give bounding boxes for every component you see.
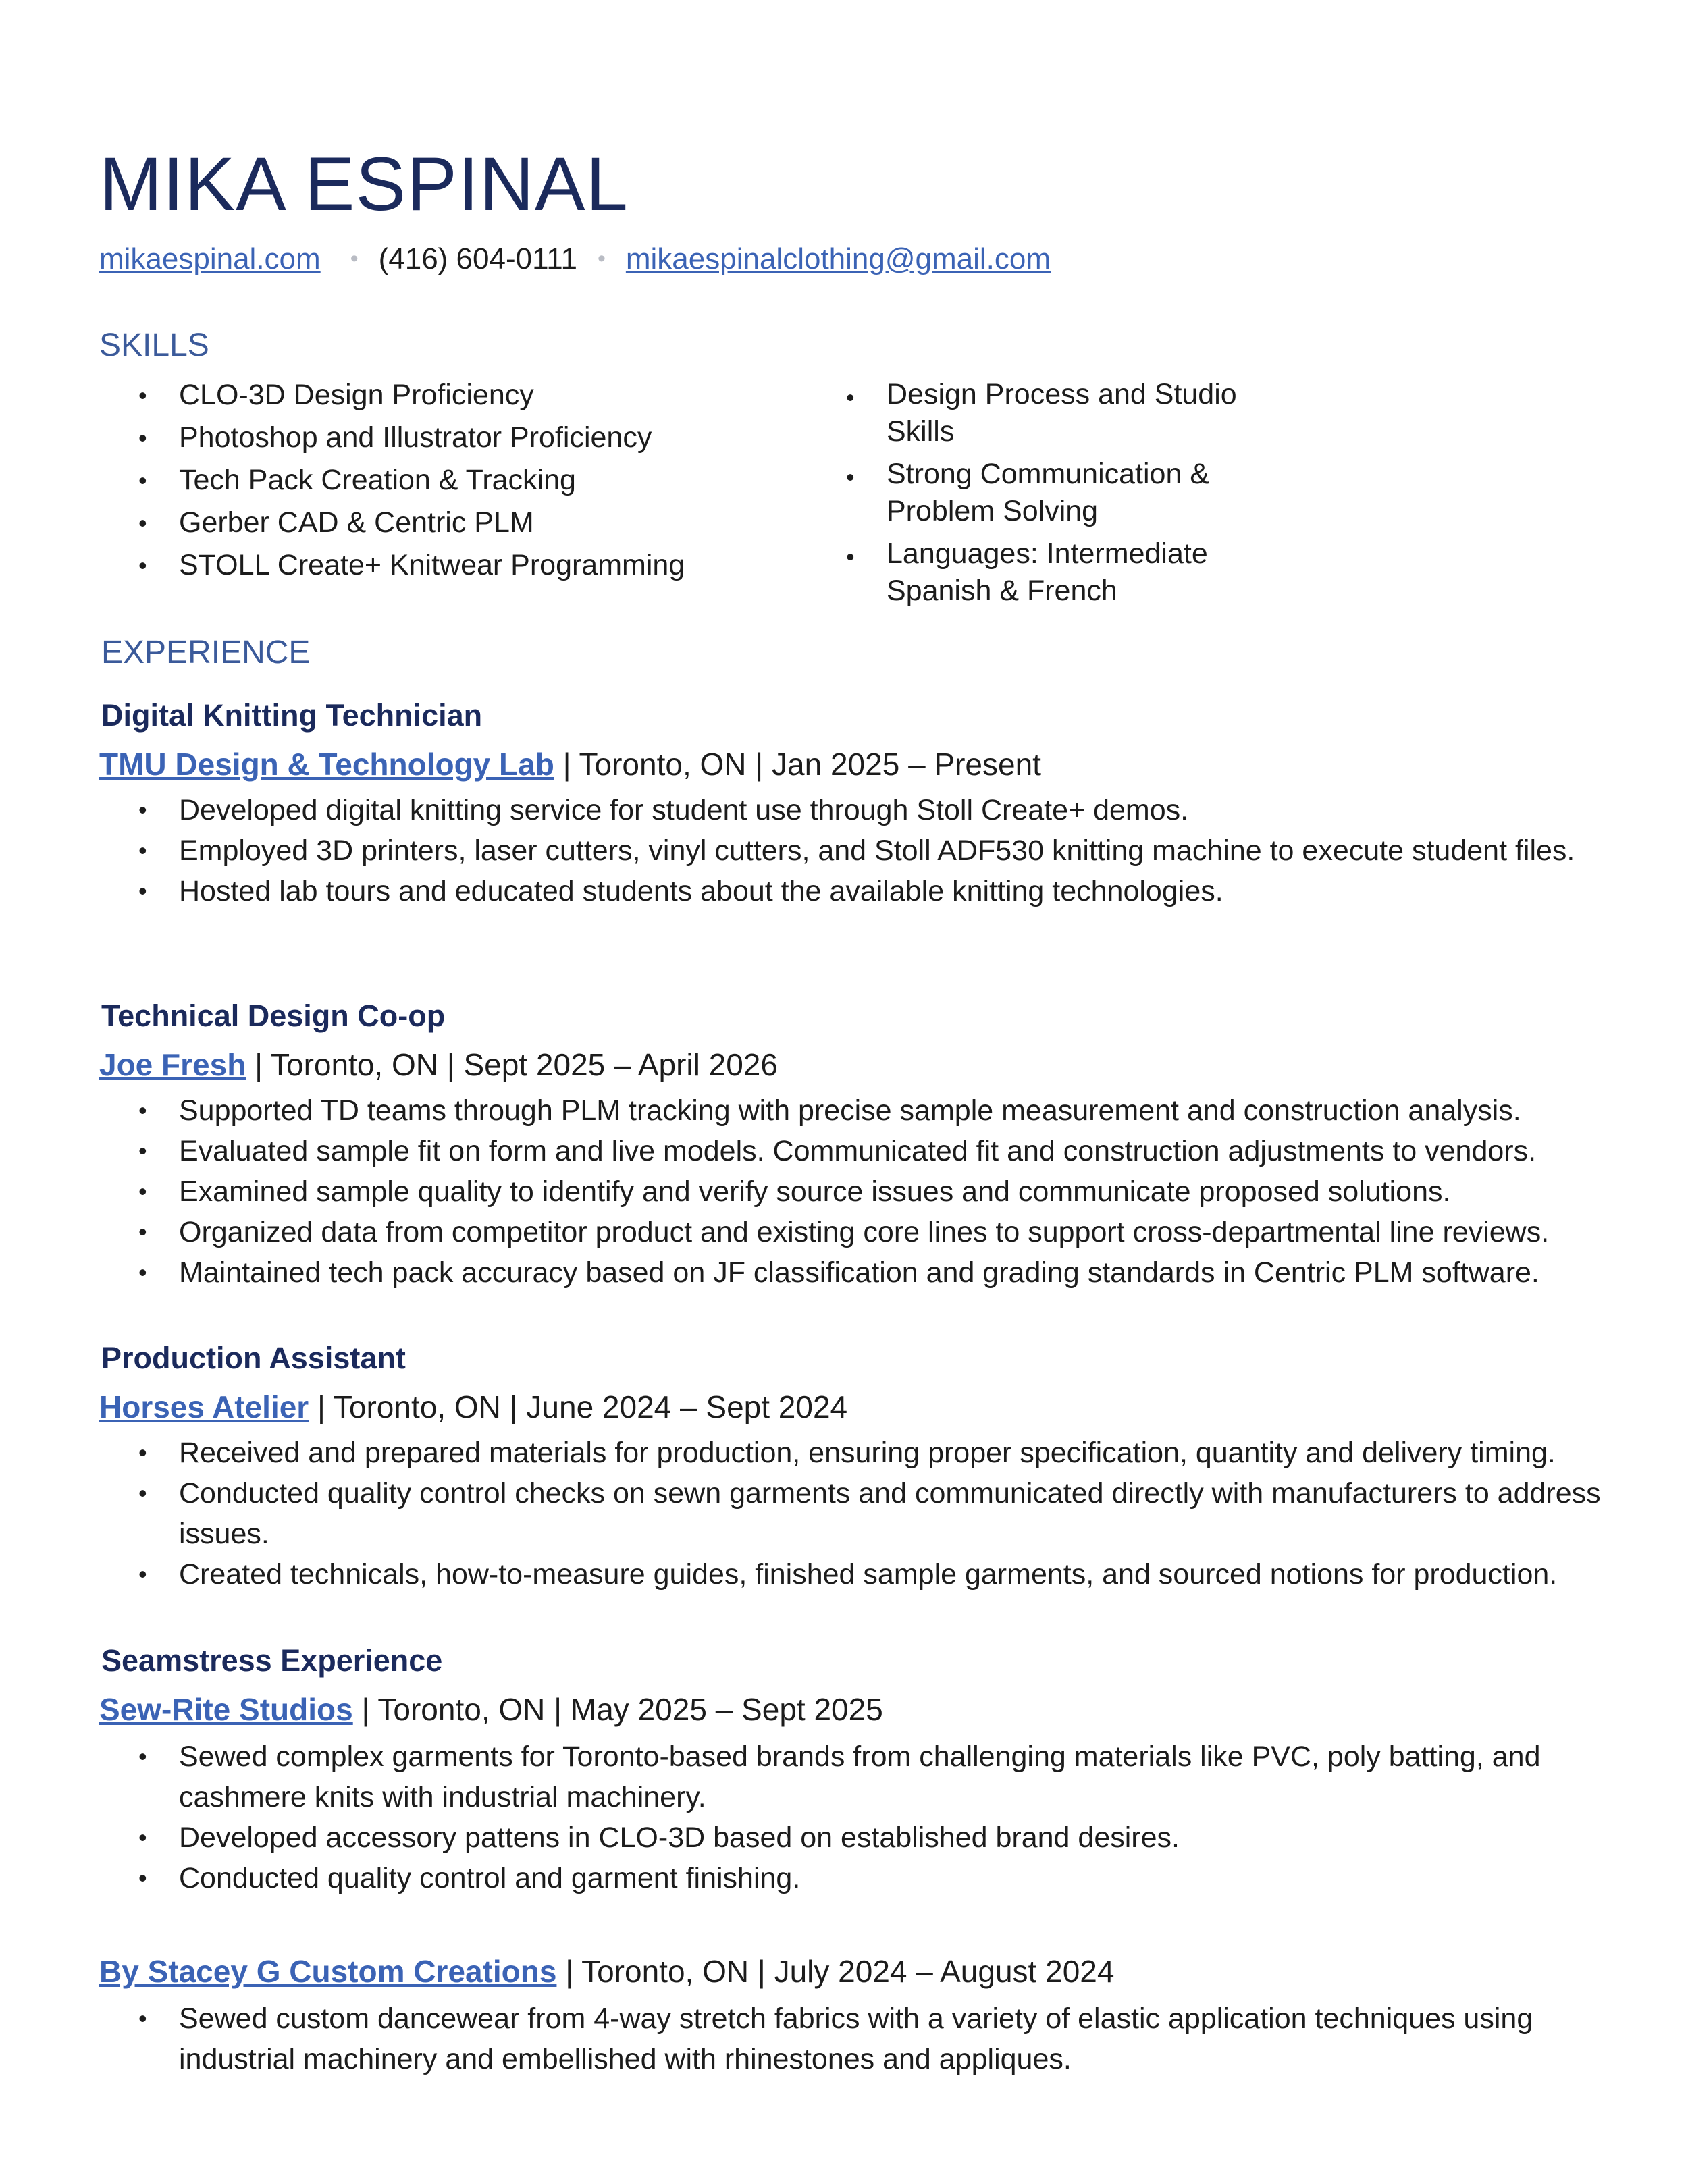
skill-item: • Strong Communication & Problem Solving xyxy=(807,456,1292,530)
bullet: • xyxy=(138,1560,147,1588)
bullet: • xyxy=(138,509,147,537)
job-details: | Toronto, ON | June 2024 – Sept 2024 xyxy=(309,1389,848,1424)
separator-dot: • xyxy=(597,246,606,271)
bullet: • xyxy=(138,1218,147,1246)
email-link[interactable]: mikaespinalclothing@gmail.com xyxy=(625,242,1051,275)
skill-item: • Languages: Intermediate Spanish & French xyxy=(807,535,1292,610)
list-item: • Hosted lab tours and educated students about the available knitting technologies. xyxy=(99,871,1631,911)
bullet: • xyxy=(138,552,147,579)
bullet: • xyxy=(846,463,855,491)
bullet: • xyxy=(138,836,147,864)
skill-item: • Tech Pack Creation & Tracking xyxy=(99,459,685,502)
job-bullets xyxy=(99,1090,1631,1293)
list-item: • Organized data from competitor product and existing core lines to support cross-departmental line reviews. xyxy=(99,1212,1631,1252)
bullet: • xyxy=(138,381,147,409)
bullet: • xyxy=(138,1137,147,1165)
list-item: • Sewed complex garments for Toronto-based brands from challenging materials like PVC, poly batting, and cashmere knits with industrial machinery. xyxy=(99,1736,1631,1817)
bullet: • xyxy=(138,1864,147,1892)
bullet: • xyxy=(138,796,147,824)
bullet: • xyxy=(138,877,147,905)
job-bullets xyxy=(99,790,1631,911)
list-item: • Developed digital knitting service for student use through Stoll Create+ demos. xyxy=(99,790,1631,830)
list-item: • Received and prepared materials for production, ensuring proper specification, quantity and delivery timing. xyxy=(99,1433,1631,1473)
bullet: • xyxy=(846,543,855,570)
list-item: • Supported TD teams through PLM tracking with precise sample measurement and construction analysis. xyxy=(99,1090,1631,1131)
skill-item: • STOLL Create+ Knitwear Programming xyxy=(99,544,685,587)
skills-list-right xyxy=(807,376,1292,615)
bullet: • xyxy=(138,1177,147,1205)
company-line xyxy=(99,1689,883,1730)
bullet: • xyxy=(138,1742,147,1770)
company-link[interactable]: Joe Fresh xyxy=(99,1047,246,1082)
job-details: | Toronto, ON | July 2024 – August 2024 xyxy=(556,1954,1115,1989)
skill-item: • Design Process and Studio Skills xyxy=(807,376,1292,450)
job-details: | Toronto, ON | Sept 2025 – April 2026 xyxy=(246,1047,778,1082)
job-details: | Toronto, ON | May 2025 – Sept 2025 xyxy=(352,1692,883,1727)
phone-number: (416) 604-0111 xyxy=(378,242,577,275)
bullet: • xyxy=(846,383,855,411)
candidate-name: MIKA ESPINAL xyxy=(99,142,629,226)
company-line xyxy=(99,744,1041,784)
job-details: | Toronto, ON | Jan 2025 – Present xyxy=(554,747,1041,782)
job-title: Seamstress Experience xyxy=(101,1643,443,1678)
company-link[interactable]: Sew-Rite Studios xyxy=(99,1692,353,1727)
company-link[interactable]: Horses Atelier xyxy=(99,1389,309,1424)
bullet: • xyxy=(138,1439,147,1466)
bullet: • xyxy=(138,2004,147,2032)
separator-dot: • xyxy=(350,246,359,271)
company-link[interactable]: By Stacey G Custom Creations xyxy=(99,1954,557,1989)
company-line xyxy=(99,1387,847,1427)
skills-heading: SKILLS xyxy=(99,327,209,363)
list-item: • Examined sample quality to identify and verify source issues and communicate proposed solutions. xyxy=(99,1171,1631,1212)
bullet: • xyxy=(138,467,147,494)
skill-item: • CLO-3D Design Proficiency xyxy=(99,374,685,417)
skill-item: • Photoshop and Illustrator Proficiency xyxy=(99,417,685,459)
experience-heading: EXPERIENCE xyxy=(101,635,311,670)
contact-line xyxy=(99,240,1051,278)
job-title: Production Assistant xyxy=(101,1341,406,1375)
list-item: • Created technicals, how-to-measure guides, finished sample garments, and sourced notions for production. xyxy=(99,1554,1631,1595)
website-link[interactable]: mikaespinal.com xyxy=(99,242,321,275)
skill-item: • Gerber CAD & Centric PLM xyxy=(99,502,685,544)
job-bullets xyxy=(99,1433,1631,1595)
bullet: • xyxy=(138,1479,147,1507)
job-title: Technical Design Co-op xyxy=(101,998,446,1033)
bullet: • xyxy=(138,1823,147,1851)
job-bullets xyxy=(99,1998,1631,2079)
job-bullets xyxy=(99,1736,1631,1898)
list-item: • Maintained tech pack accuracy based on JF classification and grading standards in Centric PLM software. xyxy=(99,1252,1631,1293)
list-item: • Conducted quality control checks on sewn garments and communicated directly with manufacturers to address issues. xyxy=(99,1473,1631,1554)
skills-list-left xyxy=(99,374,685,587)
bullet: • xyxy=(138,1096,147,1124)
list-item: • Sewed custom dancewear from 4-way stretch fabrics with a variety of elastic application techniques using industrial machinery and embellished with rhinestones and appliques. xyxy=(99,1998,1631,2079)
list-item: • Conducted quality control and garment finishing. xyxy=(99,1858,1631,1898)
bullet: • xyxy=(138,424,147,452)
list-item: • Developed accessory pattens in CLO-3D based on established brand desires. xyxy=(99,1817,1631,1858)
company-line xyxy=(99,1951,1114,1992)
bullet: • xyxy=(138,1258,147,1286)
company-line xyxy=(99,1044,778,1085)
job-title: Digital Knitting Technician xyxy=(101,698,483,733)
company-link[interactable]: TMU Design & Technology Lab xyxy=(99,747,554,782)
list-item: • Evaluated sample fit on form and live models. Communicated fit and construction adjustments to vendors. xyxy=(99,1131,1631,1171)
list-item: • Employed 3D printers, laser cutters, vinyl cutters, and Stoll ADF530 knitting machine to execute student files. xyxy=(99,830,1631,871)
